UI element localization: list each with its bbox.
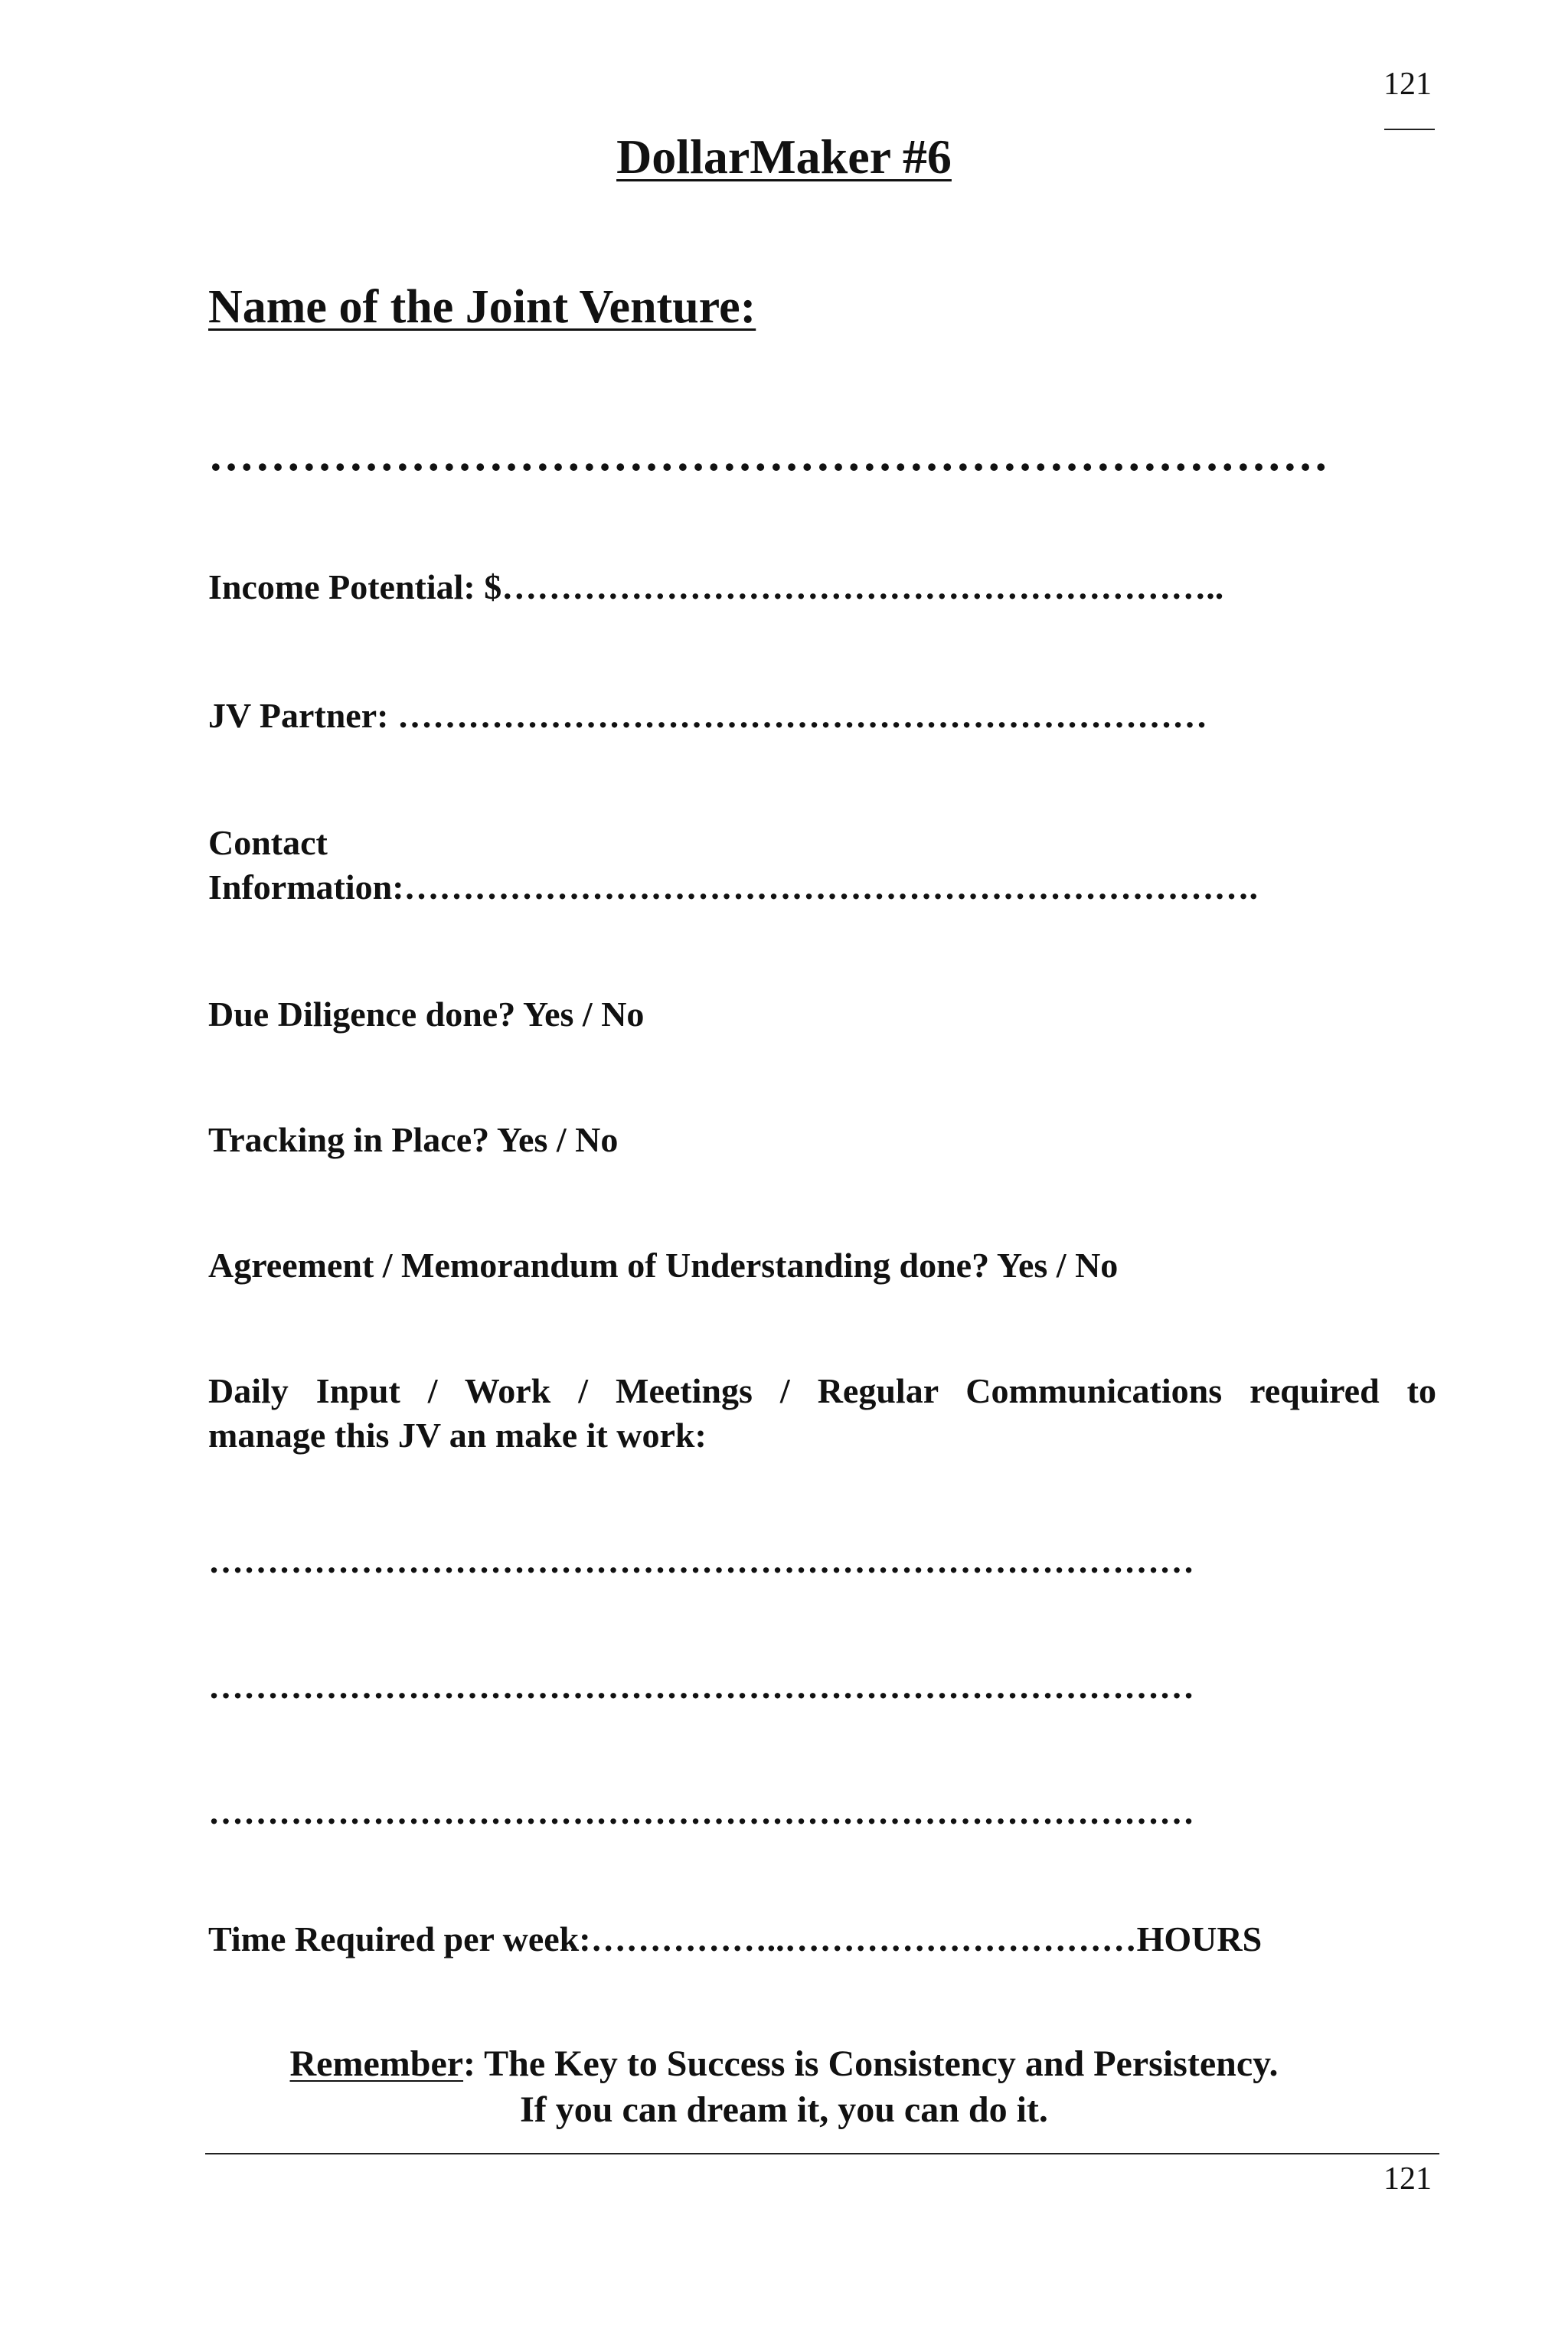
footer-rule xyxy=(205,2153,1439,2154)
top-page-number: 121 xyxy=(1383,67,1432,102)
due-diligence-field: Due Diligence done? Yes / No xyxy=(208,995,645,1034)
page-title xyxy=(0,129,1568,185)
daily-input-line1: Daily Input / Work / Meetings / Regular Communications required to xyxy=(208,1371,1436,1410)
remember-line xyxy=(0,2043,1568,2085)
jv-name-heading: Name of the Joint Venture: xyxy=(208,281,756,333)
time-required-field: Time Required per week:……………..…………………………HOURS xyxy=(208,1919,1263,1958)
jv-partner-field: JV Partner: …………………………………………………………… xyxy=(208,696,1207,735)
blank-line-1: ………………………………………………………………………… xyxy=(208,1541,1194,1580)
bottom-page-number: 121 xyxy=(1383,2161,1432,2197)
remember-label: Remember xyxy=(289,2043,464,2084)
tracking-field: Tracking in Place? Yes / No xyxy=(208,1120,619,1159)
agreement-field: Agreement / Memorandum of Understanding done? Yes / No xyxy=(208,1246,1119,1285)
page-title-text: DollarMaker #6 xyxy=(616,129,952,184)
contact-label-line1: Contact xyxy=(208,823,328,862)
jv-name-fill-line: ……………………………………………………………… xyxy=(208,430,1329,480)
blank-line-2: ………………………………………………………………………… xyxy=(208,1667,1194,1706)
dream-line: If you can dream it, you can do it. xyxy=(520,2089,1048,2130)
income-potential-field: Income Potential: $…………………………………………………….. xyxy=(208,567,1224,606)
remember-text: : The Key to Success is Consistency and Persistency. xyxy=(463,2043,1279,2084)
daily-input-line2: manage this JV an make it work: xyxy=(208,1416,707,1455)
contact-information-field: Information:………………………………………………………………. xyxy=(208,867,1259,906)
blank-line-3: ………………………………………………………………………… xyxy=(208,1792,1194,1831)
